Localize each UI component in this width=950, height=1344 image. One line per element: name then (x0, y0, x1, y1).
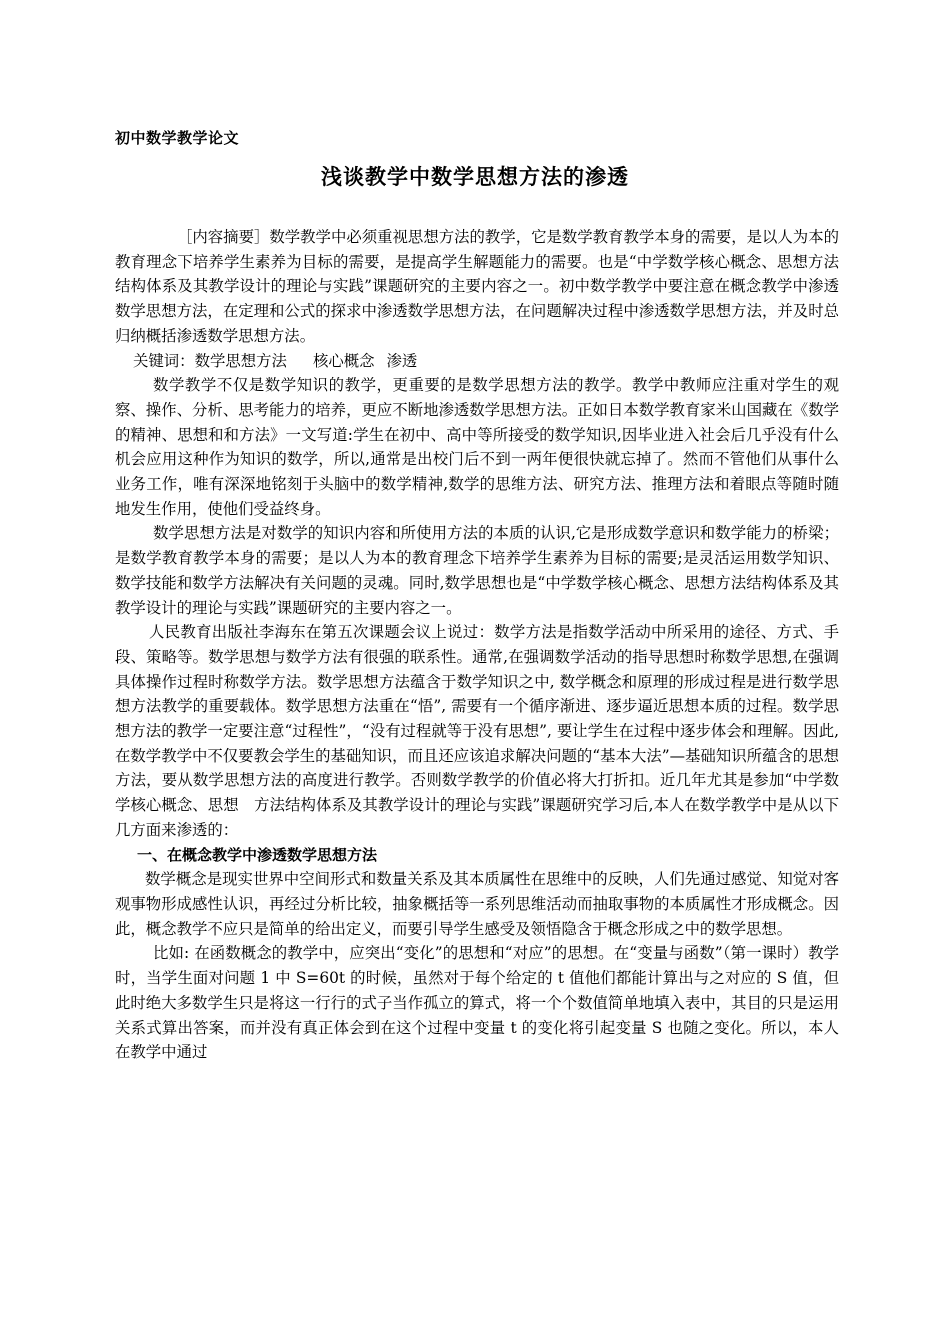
abstract-label: ［内容摘要］ (177, 228, 270, 246)
section-heading-1: 一、在概念教学中渗透数学思想方法 (137, 845, 378, 864)
section-1-paragraph-2: 比如: 在函数概念的教学中，应突出“变化”的思想和“对应”的思想。在“变量与函数”（第一课时）教学时，当学生面对问题 1 中 S=60t 的时候，虽然对于每个给定的 t 值他们都能计算出与之对应的 S 值，但此时绝大多数学生只是将这一行行的式子当作孤立的算式，将一个个数值简单地填入表中，其目的只是运用关系式算出答案，而并没有真正体会到在这个过程中变量 t 的变化将引起变量 S 也随之变化。所以，本人在教学中通过 (115, 944, 839, 1062)
abstract-paragraph (115, 225, 839, 349)
paper-title: 浅谈教学中数学思想方法的渗透 (321, 165, 629, 189)
keyword-2: 核心概念 (312, 351, 375, 370)
body-paragraph-1: 数学教学不仅是数学知识的教学，更重要的是数学思想方法的教学。教学中教师应注重对学生的观察、操作、分析、思考能力的培养，更应不断地渗透数学思想方法。正如日本数学教育家米山国藏在《数学的精神、思想和和方法》一文写道:学生在初中、高中等所接受的数学知识,因毕业进入社会后几乎没有什么机会应用这种作为知识的数学，所以,通常是出校门后不到一两年便很快就忘掉了。然而不管他们从事什么业务工作，唯有深深地铭刻于头脑中的数学精神,数学的思维方法、研究方法、推理方法和着眼点等随时随地发生作用，使他们受益终身。 (115, 376, 839, 518)
section-1-paragraph-1: 数学概念是现实世界中空间形式和数量关系及其本质属性在思维中的反映，人们先通过感觉、知觉对客观事物形成感性认识，再经过分析比较，抽象概括等一系列思维活动而抽取事物的本质属性才形成概念。因此，概念教学不应只是简单的给出定义，而要引导学生感受及领悟隐含于概念形成之中的数学思想。 (115, 870, 839, 938)
keywords-label: 关键词： (133, 351, 195, 370)
keyword-1: 数学思想方法 (194, 351, 287, 370)
paper-category: 初中数学教学论文 (115, 129, 240, 147)
keywords-line (115, 349, 839, 374)
body-paragraph-2: 数学思想方法是对数学的知识内容和所使用方法的本质的认识,它是形成数学意识和数学能力的桥梁；是数学教育教学本身的需要；是以人为本的教育理念下培养学生素养为目标的需要;是灵活运用数学知识、数学技能和数学方法解决有关问题的灵魂。同时,数学思想也是“中学数学核心概念、思想方法结构体系及其教学设计的理论与实践”课题研究的主要内容之一。 (115, 524, 839, 617)
abstract-text: 数学教学中必须重视思想方法的教学，它是数学教育教学本身的需要，是以人为本的教育理念下培养学生素养为目标的需要，是提高学生解题能力的需要。也是“中学数学核心概念、思想方法结构体系及其教学设计的理论与实践”课题研究的主要内容之一。初中数学教学中要注意在概念教学中渗透数学思想方法，在定理和公式的探求中渗透数学思想方法，在问题解决过程中渗透数学思想方法，并及时总归纳概括渗透数学思想方法。 (115, 228, 839, 345)
keyword-3: 渗透 (386, 351, 418, 370)
body-paragraph-3: 人民教育出版社李海东在第五次课题会议上说过：数学方法是指数学活动中所采用的途径、方式、手段、策略等。数学思想与数学方法有很强的联系性。通常,在强调数学活动的指导思想时称数学思想,在强调具体操作过程时称数学方法。数学思想方法蕴含于数学知识之中, 数学概念和原理的形成过程是进行数学思想方法教学的重要载体。数学思想方法重在“悟”, 需要有一个循序渐进、逐步逼近思想本质的过程。数学思想方法的教学一定要注意“过程性”，“没有过程就等于没有思想”, 要让学生在过程中逐步体会和理解。因此,在数学教学中不仅要教会学生的基础知识，而且还应该追求解决问题的“基本大法”—基础知识所蕴含的思想方法，要从数学思想方法的高度进行教学。否则数学教学的价值必将大打折扣。近几年尤其是参加“中学数学核心概念、思想 方法结构体系及其教学设计的理论与实践”课题研究学习后,本人在数学教学中是从以下几方面来渗透的： (115, 623, 839, 839)
paper-body (115, 225, 839, 1065)
